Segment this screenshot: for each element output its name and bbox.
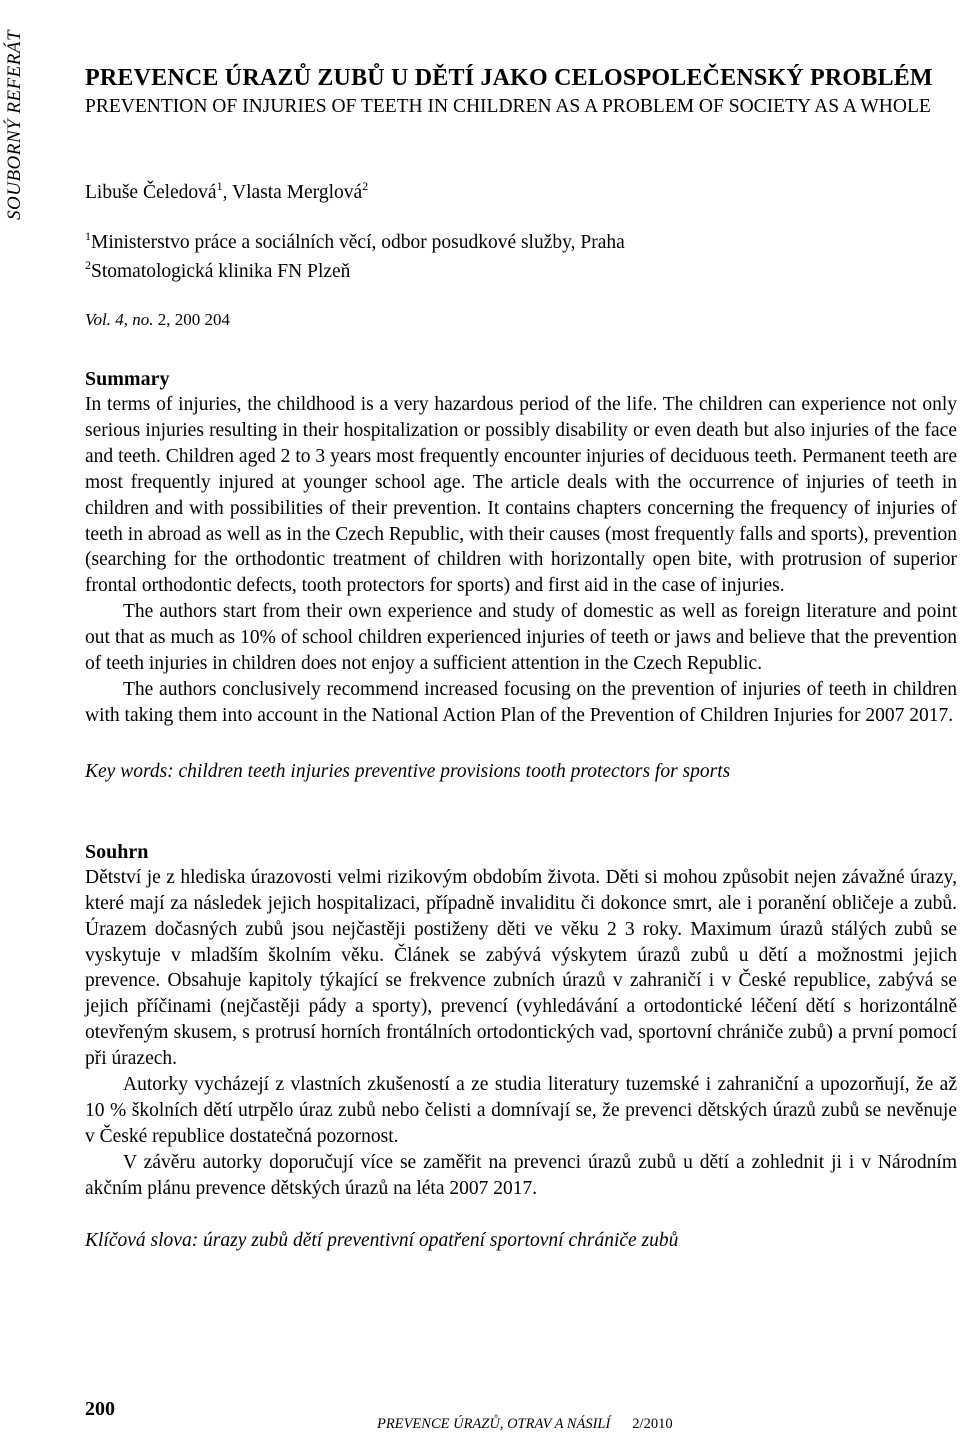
volume-pages: 2, 200 204 [153,310,230,329]
title-czech: PREVENCE ÚRAZŮ ZUBŮ U DĚTÍ JAKO CELOSPOLEČENSKÝ PROBLÉM [85,65,933,91]
footer-issue: 2/2010 [632,1416,673,1432]
authors [85,180,957,206]
running-footer [377,1416,673,1433]
summary-keywords: Key words: children teeth injuries preventive provisions tooth protectors for sports [85,760,731,782]
summary-paragraph-1: In terms of injuries, the childhood is a very hazardous period of the life. The children can experience not only serious injuries resulting in their hospitalization or possibly disability or even death but also injuries of the face and teeth. Children aged 2 to 3 years most frequently encounter injuries of deciduous teeth. Permanent teeth are most frequently injured at younger school age. The article deals with the occurrence of injuries of teeth in children and with possibilities of their prevention. It contains chapters concerning the frequency of injuries of teeth in abroad as well as in the Czech Republic, with their causes (most frequently falls and sports), prevention (searching for the orthodontic treatment of children with horizontally open bite, with protrusion of superior frontal orthodontic defects, tooth protectors for sports) and first aid in the case of injuries. [85,394,957,597]
souhrn-heading: Souhrn [85,840,149,863]
affiliation-2-text: Stomatologická klinika FN Plzeň [91,261,351,282]
title-english: PREVENTION OF INJURIES OF TEETH IN CHILDREN AS A PROBLEM OF SOCIETY AS A WHOLE [85,96,931,117]
souhrn-paragraph-3: V závěru autorky doporučují více se zaměřit na prevenci úrazů zubů u dětí a zohlednit ji i v Národním akčním plánu prevence dětských úrazů na léta 2007 2017. [85,1151,957,1199]
summary-section [85,366,957,783]
volume-label: Vol. 4, no. [85,310,154,329]
souhrn-paragraph-2: Autorky vycházejí z vlastních zkušeností a ze studia literatury tuzemské i zahraniční a upozorňují, že až 10 % školních dětí utrpělo úraz zubů nebo čelisti a domnívají se, že prevenci dětských úrazů zubů se nevěnuje v České republice dostatečná pozornost. [85,1074,957,1147]
affiliation-2 [85,257,957,286]
summary-paragraph-2: The authors start from their own experience and study of domestic as well as foreign literature and point out that as much as 10% of school children experienced injuries of teeth or jaws and believe that the prevention of teeth injuries in children does not enjoy a sufficient attention in the Czech Republic. [85,601,957,675]
summary-heading: Summary [85,368,170,390]
author-2-affiliation-mark: 2 [362,179,369,193]
page-number: 200 [85,1398,115,1420]
souhrn-section [85,839,957,1252]
section-side-label: SOUBORNÝ REFERÁT [4,29,25,220]
affiliation-2-mark: 2 [85,258,91,272]
affiliation-1-mark: 1 [85,229,91,243]
author-1-affiliation-mark: 1 [216,179,223,193]
author-separator: , [222,182,232,203]
footer-journal: PREVENCE ÚRAZŮ, OTRAV A NÁSILÍ [377,1416,611,1432]
author-1: Libuše Čeledová [85,182,217,203]
souhrn-keywords: Klíčová slova: úrazy zubů dětí preventivní opatření sportovní chrániče zubů [85,1229,679,1251]
affiliation-1-text: Ministerstvo práce a sociálních věcí, odbor posudkové služby, Praha [91,232,625,253]
author-2: Vlasta Merglová [232,182,363,203]
affiliations [85,228,957,286]
souhrn-paragraph-1: Dětství je z hlediska úrazovosti velmi rizikovým obdobím života. Děti si mohou způsobit nejen závažné úrazy, které mají za následek jejich hospitalizaci, případně invaliditu či dokonce smrt, ale i poranění obličeje a zubů. Úrazem dočasných zubů jsou nejčastěji postiženy děti ve věku 2 3 roky. Maximum úrazů stálých zubů se vyskytuje v mladším školním věku. Článek se zabývá výskytem úrazů zubů u dětí a možnostmi jejich prevence. Obsahuje kapitoly týkající se frekvence zubních úrazů v zahraničí i v České republice, zabývá se jejich příčinami (nejčastěji pády a sporty), prevencí (vyhledávání a ortodontické léčení dětí s horizontálně otevřeným skusem, s protrusí horních frontálních ortodontických vad, sportovní chrániče zubů) a první pomocí při úrazech. [85,866,957,1070]
volume-info [85,310,957,330]
affiliation-1 [85,228,957,257]
article [85,64,957,1252]
summary-paragraph-3: The authors conclusively recommend increased focusing on the prevention of injuries of teeth in children with taking them into account in the National Action Plan of the Prevention of Children Injuries for 2007 2017. [85,678,957,726]
